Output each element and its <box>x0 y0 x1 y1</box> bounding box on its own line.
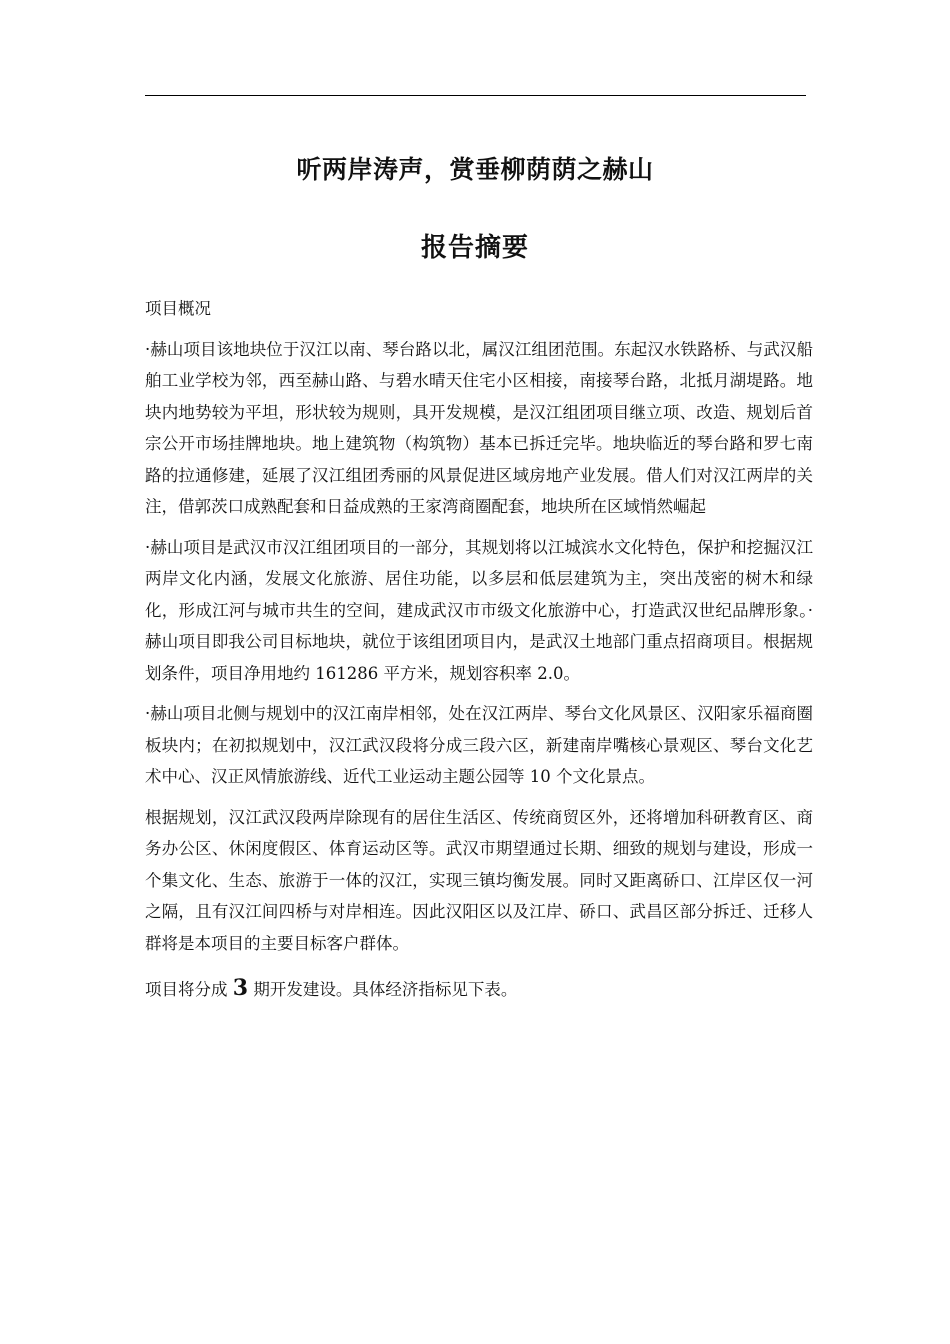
closing-paragraph <box>145 973 813 1006</box>
section-label: 项目概况 <box>145 299 211 318</box>
page-subtitle: 报告摘要 <box>420 233 529 263</box>
closing-suffix: 期开发建设。具体经济指标见下表。 <box>253 980 518 999</box>
paragraph: ·赫山项目北侧与规划中的汉江南岸相邻，处在汉江两岸、琴台文化风景区、汉阳家乐福商圈板块内；在初拟规划中，汉江武汉段将分成三段六区，新建南岸嘴核心景观区、琴台文化艺术中心、汉正风情旅游线、近代工业运动主题公园等 10 个文化景点。 <box>145 704 813 786</box>
page-title: 听两岸涛声，赏垂柳荫荫之赫山 <box>296 155 654 184</box>
document-body <box>145 293 813 1015</box>
phase-count: 3 <box>232 975 249 1001</box>
paragraph: ·赫山项目是武汉市汉江组团项目的一部分，其规划将以江城滨水文化特色，保护和挖掘汉江两岸文化内涵，发展文化旅游、居住功能，以多层和低层建筑为主，突出茂密的树木和绿化，形成江河与城市共生的空间，建成武汉市市级文化旅游中心，打造武汉世纪品牌形象。·赫山项目即我公司目标地块，就位于该组团项目内，是武汉土地部门重点招商项目。根据规划条件，项目净用地约 161286 平方米，规划容积率 2.0。 <box>145 537 813 683</box>
header-rule <box>145 95 806 96</box>
paragraph: 根据规划，汉江武汉段两岸除现有的居住生活区、传统商贸区外，还将增加科研教育区、商务办公区、休闲度假区、体育运动区等。武汉市期望通过长期、细致的规划与建设，形成一个集文化、生态、旅游于一体的汉江，实现三镇均衡发展。同时又距离硚口、江岸区仅一河之隔，且有汉江间四桥与对岸相连。因此汉阳区以及江岸、硚口、武昌区部分拆迁、迁移人群将是本项目的主要目标客户群体。 <box>145 807 813 953</box>
closing-prefix: 项目将分成 <box>145 980 228 999</box>
paragraph: ·赫山项目该地块位于汉江以南、琴台路以北，属汉江组团范围。东起汉水铁路桥、与武汉船舶工业学校为邻，西至赫山路、与碧水晴天住宅小区相接，南接琴台路，北抵月湖堤路。地块内地势较为平坦，形状较为规则，具开发规模，是汉江组团项目继立项、改造、规划后首宗公开市场挂牌地块。地上建筑物（构筑物）基本已拆迁完毕。地块临近的琴台路和罗七南路的拉通修建，延展了汉江组团秀丽的风景促进区域房地产业发展。借人们对汉江两岸的关注，借郭茨口成熟配套和日益成熟的王家湾商圈配套，地块所在区域悄然崛起 <box>145 339 813 516</box>
